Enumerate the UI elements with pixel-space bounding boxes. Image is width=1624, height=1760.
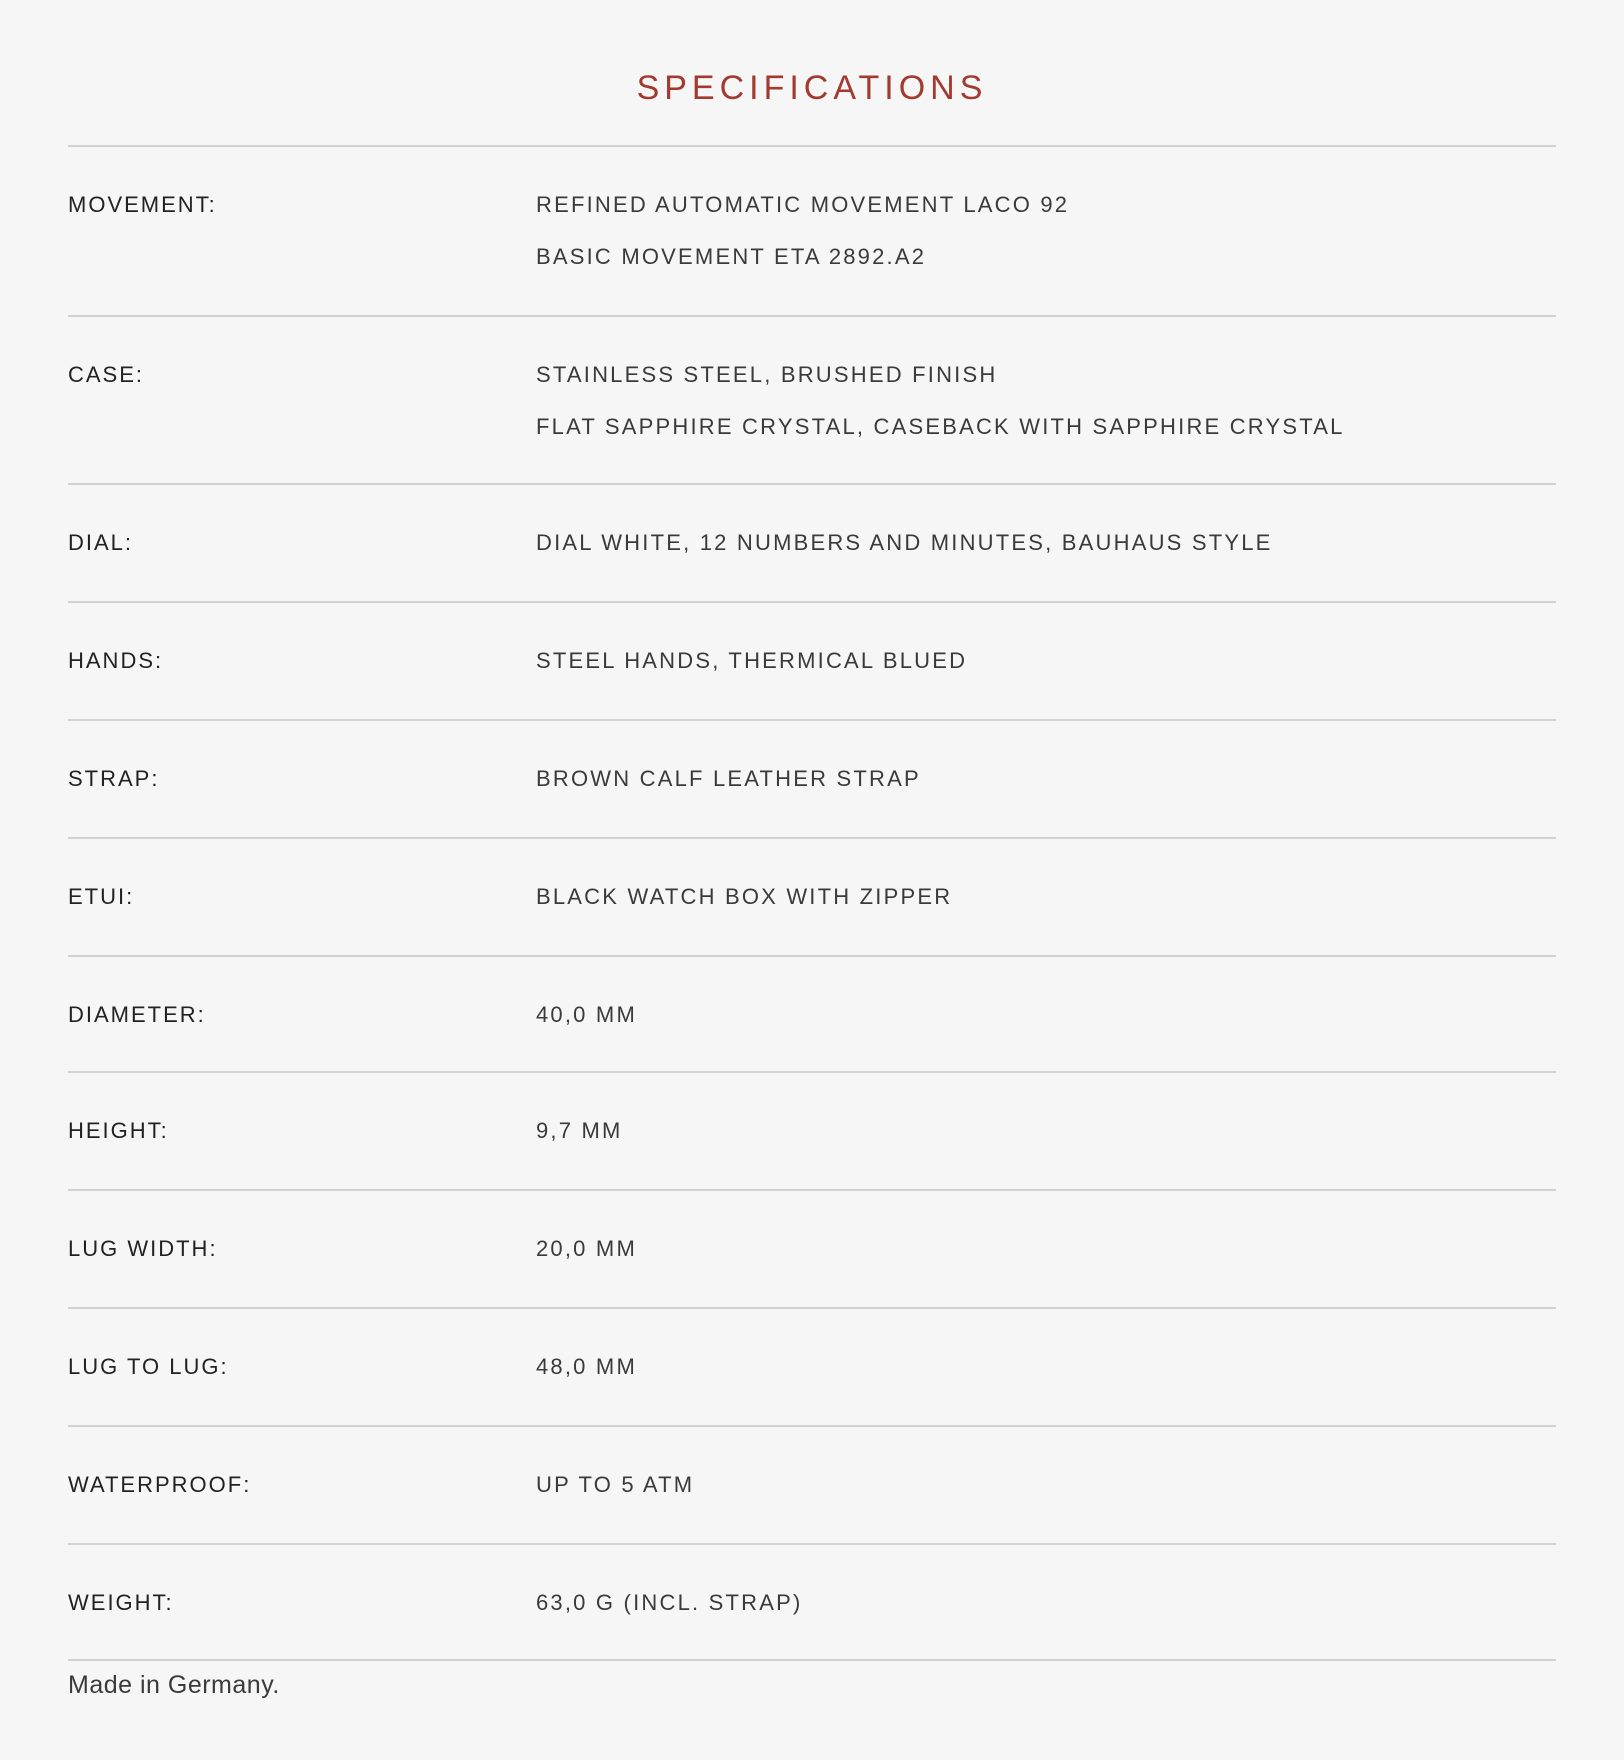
spec-values — [536, 190, 1556, 272]
spec-value: REFINED AUTOMATIC MOVEMENT LACO 92 — [536, 192, 1070, 217]
spec-values — [536, 1000, 1556, 1030]
spec-value: BASIC MOVEMENT ETA 2892.A2 — [536, 244, 927, 269]
spec-values — [536, 1470, 1556, 1500]
spec-value: UP TO 5 ATM — [536, 1472, 695, 1497]
spec-values — [536, 764, 1556, 794]
spec-value: STEEL HANDS, THERMICAL BLUED — [536, 648, 968, 673]
spec-values — [536, 646, 1556, 676]
spec-values — [536, 360, 1556, 442]
spec-value: 40,0 MM — [536, 1002, 637, 1027]
spec-row-hands — [68, 603, 1556, 721]
spec-row-height — [68, 1073, 1556, 1191]
spec-value: 9,7 MM — [536, 1118, 623, 1143]
spec-table — [68, 145, 1556, 1661]
spec-value: FLAT SAPPHIRE CRYSTAL, CASEBACK WITH SAPPHIRE CRYSTAL — [536, 414, 1345, 439]
spec-row-movement — [68, 147, 1556, 317]
spec-label: HEIGHT: — [68, 1118, 169, 1143]
spec-values — [536, 528, 1556, 558]
spec-row-waterproof — [68, 1427, 1556, 1545]
spec-label: LUG WIDTH: — [68, 1236, 218, 1261]
spec-row-lug-width — [68, 1191, 1556, 1309]
spec-values — [536, 1234, 1556, 1264]
spec-values — [536, 1116, 1556, 1146]
spec-label: MOVEMENT: — [68, 192, 217, 217]
section-title: SPECIFICATIONS — [636, 69, 988, 107]
spec-values — [536, 1588, 1556, 1618]
spec-row-lug-to-lug — [68, 1309, 1556, 1427]
spec-value: STAINLESS STEEL, BRUSHED FINISH — [536, 362, 998, 387]
spec-value: 20,0 MM — [536, 1236, 637, 1261]
spec-value: 63,0 G (INCL. STRAP) — [536, 1590, 803, 1615]
spec-label: CASE: — [68, 362, 145, 387]
spec-values — [536, 1352, 1556, 1382]
made-in-note: Made in Germany. — [68, 1671, 280, 1699]
spec-value: DIAL WHITE, 12 NUMBERS AND MINUTES, BAUHAUS STYLE — [536, 530, 1273, 555]
spec-value: BLACK WATCH BOX WITH ZIPPER — [536, 884, 953, 909]
spec-label: HANDS: — [68, 648, 164, 673]
spec-row-diameter — [68, 957, 1556, 1073]
spec-label: DIAL: — [68, 530, 134, 555]
spec-values — [536, 882, 1556, 912]
spec-label: WATERPROOF: — [68, 1472, 252, 1497]
spec-value: BROWN CALF LEATHER STRAP — [536, 766, 921, 791]
spec-label: STRAP: — [68, 766, 160, 791]
spec-label: WEIGHT: — [68, 1590, 174, 1615]
spec-row-etui — [68, 839, 1556, 957]
spec-row-case — [68, 317, 1556, 485]
spec-label: DIAMETER: — [68, 1002, 206, 1027]
spec-row-strap — [68, 721, 1556, 839]
spec-row-dial — [68, 485, 1556, 603]
spec-label: LUG TO LUG: — [68, 1354, 229, 1379]
spec-row-weight — [68, 1545, 1556, 1661]
spec-label: ETUI: — [68, 884, 135, 909]
spec-value: 48,0 MM — [536, 1354, 637, 1379]
